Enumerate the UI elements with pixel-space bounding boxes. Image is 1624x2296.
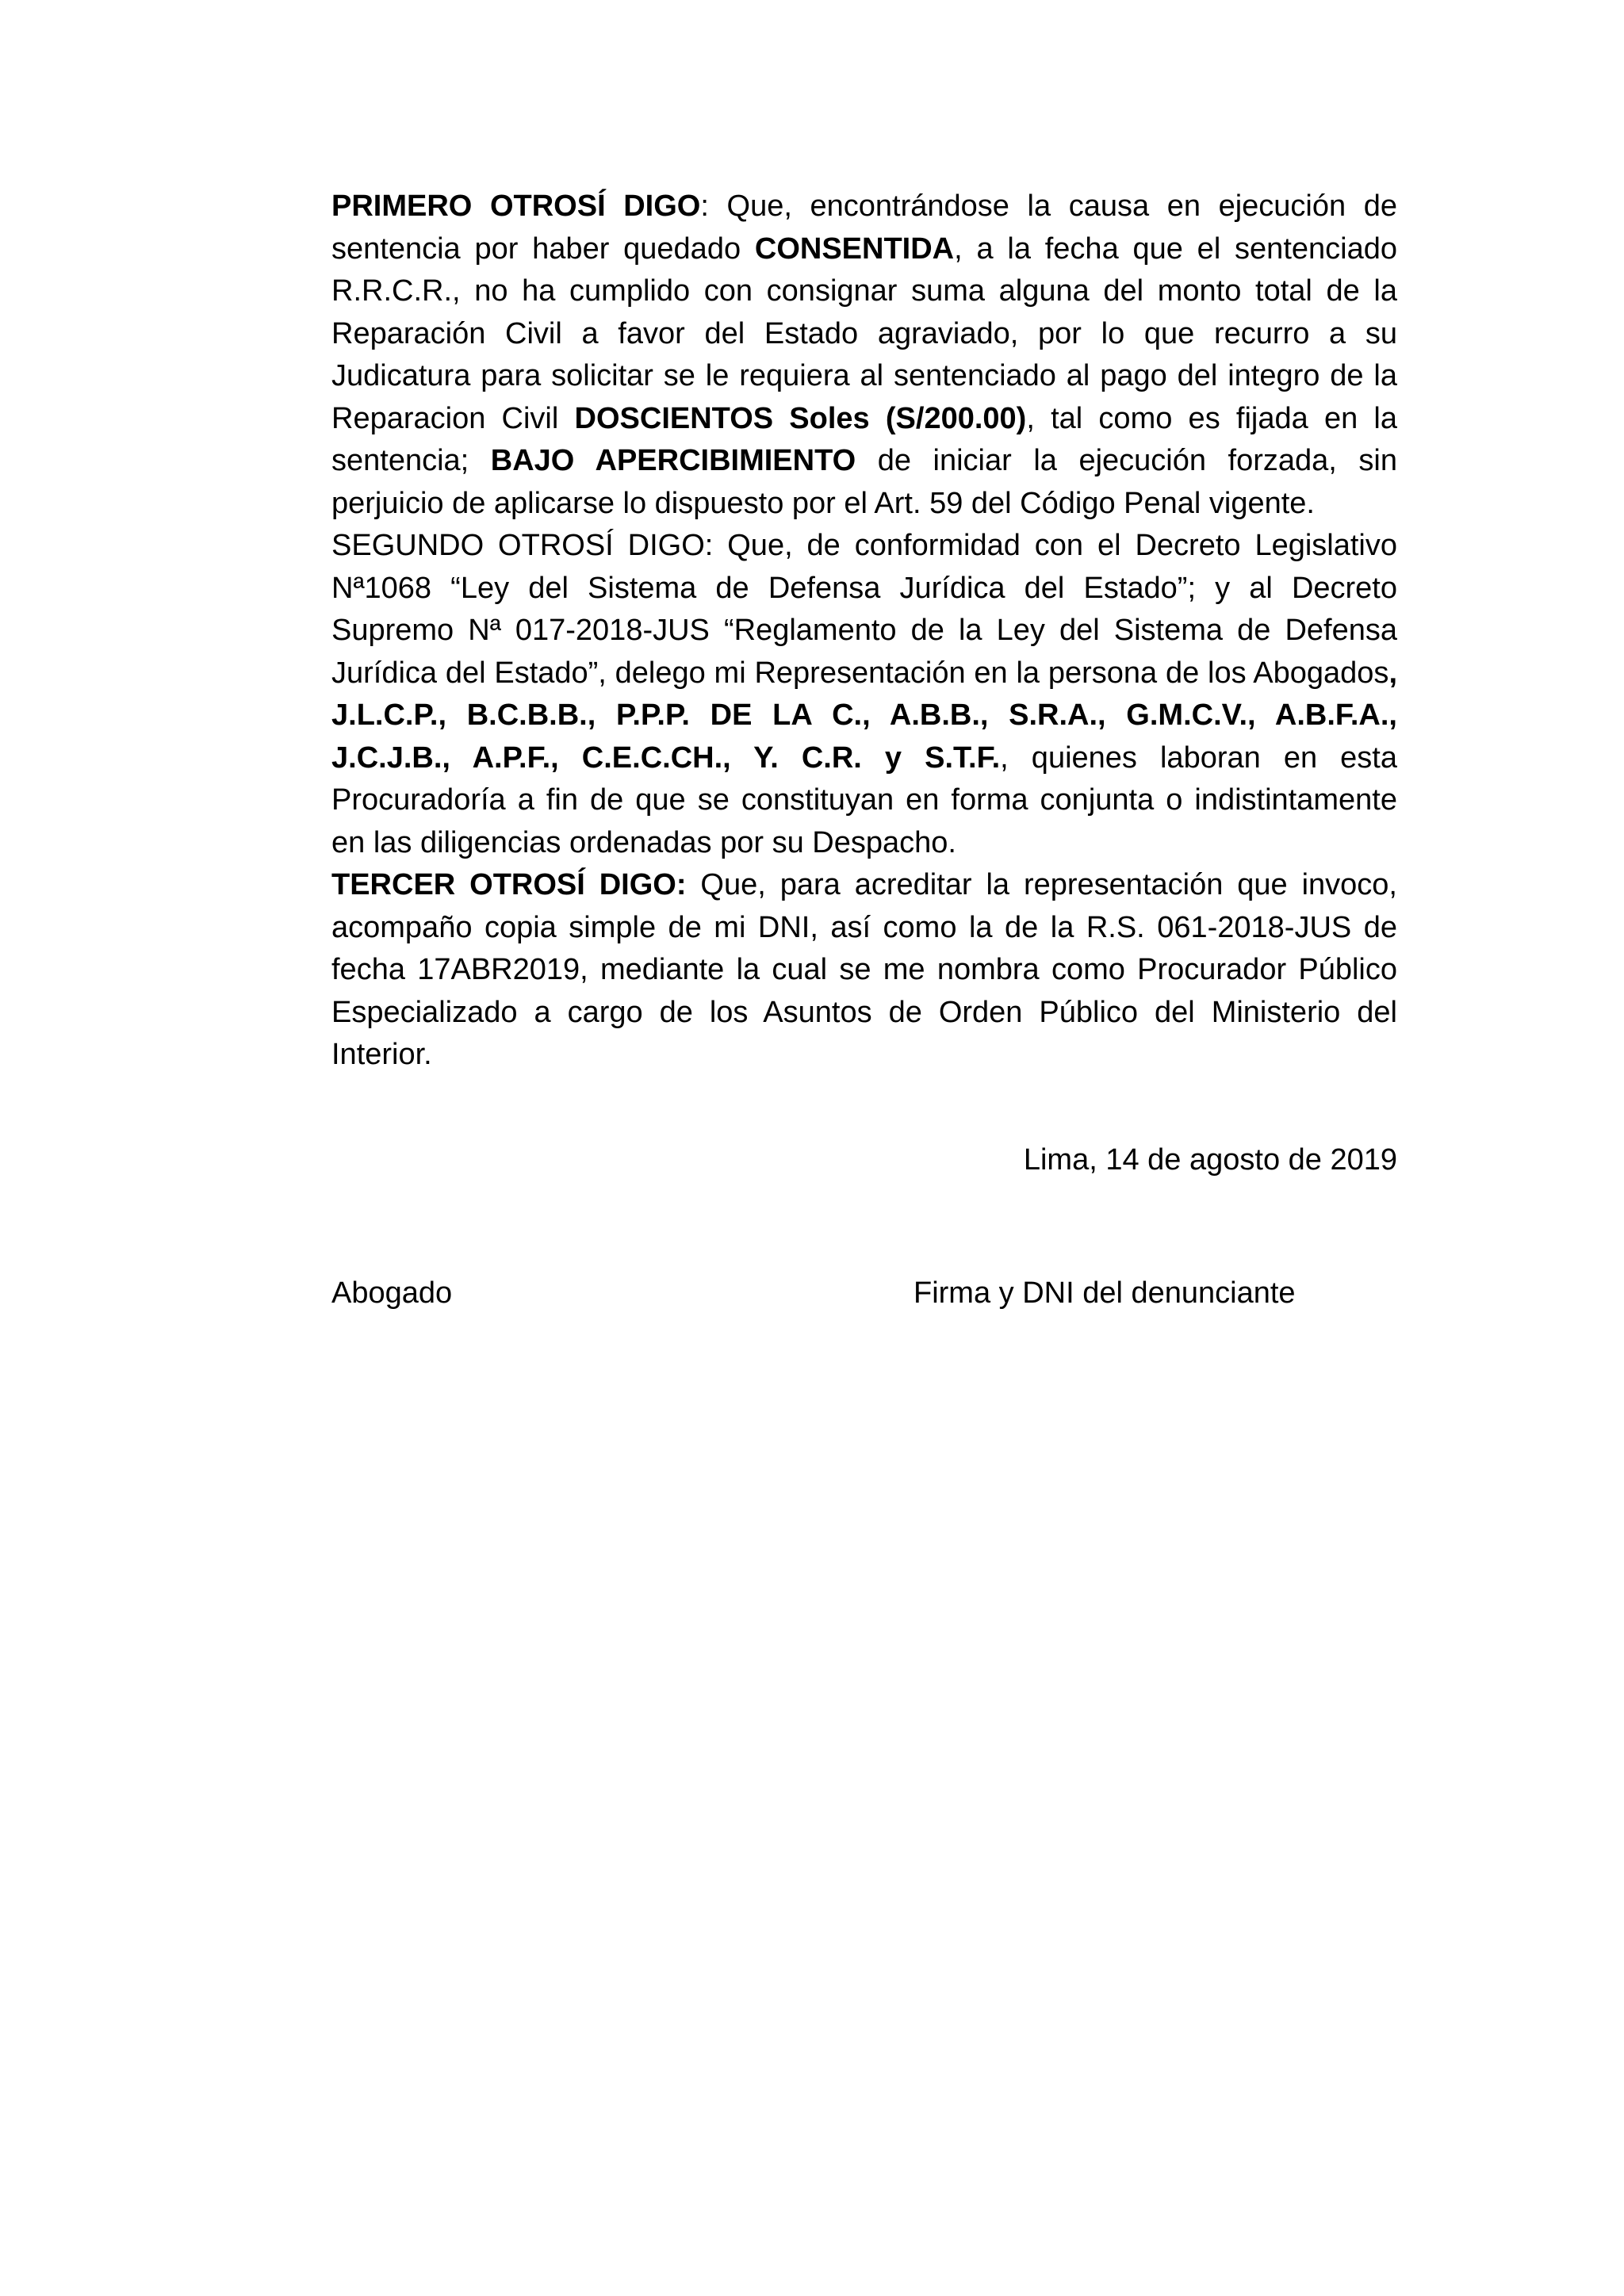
segundo-bold-lawyers: , J.L.C.P., B.C.B.B., P.P.P. DE LA C., A.B.B., S.R.A., G.M.C.V., A.B.F.A., J.C.J.B., A.P.F., C.E.C.CH., Y. C.R. y S.T.F. bbox=[331, 656, 1397, 775]
primero-text-2: , a la fecha que el sentenciado R.R.C.R., no ha cumplido con consignar suma alguna del monto total de la Reparación Civil a favor del Estado agraviado, por lo que recurro a su Judicatura para solicitar se le requiera al sentenciado al pago del integro de la Reparacion Civil bbox=[331, 232, 1397, 435]
segundo-otrosi-paragraph bbox=[331, 525, 1397, 864]
signature-denunciante: Firma y DNI del denunciante bbox=[914, 1276, 1296, 1310]
tercer-heading: TERCER OTROSÍ DIGO: bbox=[331, 868, 687, 901]
date-line: Lima, 14 de agosto de 2019 bbox=[1023, 1143, 1397, 1177]
body-text bbox=[331, 186, 1397, 1077]
primero-text-4: de iniciar la ejecución forzada, sin perjuicio de aplicarse lo dispuesto por el Art. 59 del Código Penal vigente. bbox=[331, 444, 1397, 520]
primero-bold-apercibimiento: BAJO APERCIBIMIENTO bbox=[490, 444, 856, 477]
tercer-text-1: Que, para acreditar la representación que invoco, acompaño copia simple de mi DNI, así como la de la R.S. 061-2018-JUS de fecha 17ABR2019, mediante la cual se me nombra como Procurador Público Especializado a cargo de los Asuntos de Orden Público del Ministerio del Interior. bbox=[331, 868, 1397, 1071]
primero-heading: PRIMERO OTROSÍ DIGO bbox=[331, 189, 701, 223]
tercer-otrosi-paragraph bbox=[331, 864, 1397, 1077]
primero-text-1: : Que, encontrándose la causa en ejecución de sentencia por haber quedado bbox=[331, 189, 1397, 266]
segundo-text-1: SEGUNDO OTROSÍ DIGO: Que, de conformidad con el Decreto Legislativo Nª1068 “Ley del Sistema de Defensa Jurídica del Estado”; y al Decreto Supremo Nª 017-2018-JUS “Reglamento de la Ley del Sistema de Defensa Jurídica del Estado”, delego mi Representación en la persona de los Abogados bbox=[331, 529, 1397, 690]
primero-bold-consentida: CONSENTIDA bbox=[754, 232, 955, 266]
segundo-text-2: , quienes laboran en esta Procuradoría a fin de que se constituyan en forma conjunta o indistintamente en las diligencias ordenadas por su Despacho. bbox=[331, 740, 1397, 859]
primero-bold-amount: DOSCIENTOS Soles (S/200.00) bbox=[574, 401, 1027, 435]
primero-otrosi-paragraph bbox=[331, 186, 1397, 525]
primero-text-3: , tal como es fijada en la sentencia; bbox=[331, 401, 1397, 477]
signature-abogado: Abogado bbox=[331, 1276, 453, 1310]
